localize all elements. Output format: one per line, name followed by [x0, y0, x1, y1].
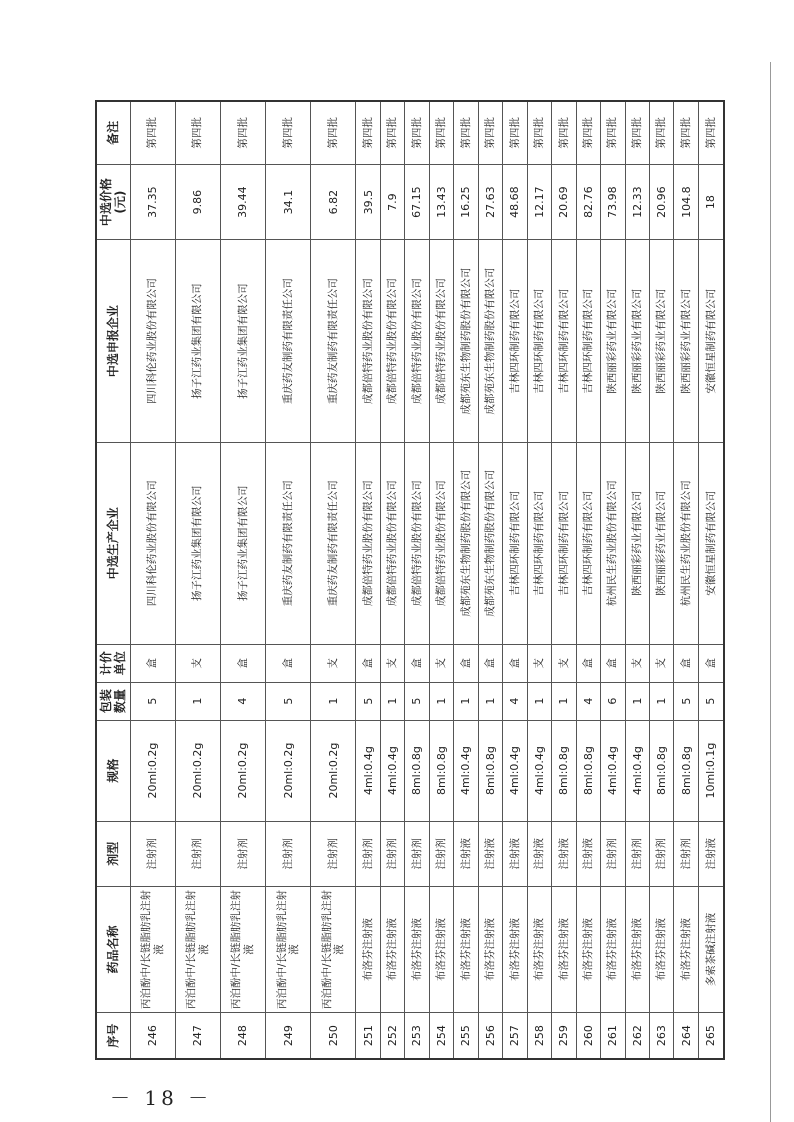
- table-cell: 37.35: [130, 164, 175, 240]
- table-cell: 支: [175, 644, 220, 682]
- table-header-row: [96, 101, 130, 1059]
- table-cell: 陕西丽彩药业有限公司: [601, 240, 625, 442]
- table-cell: 吉林四环制药有限公司: [527, 240, 551, 442]
- table-cell: 12.33: [625, 164, 649, 240]
- table-cell: 1: [311, 682, 356, 720]
- header-cell: 备注: [96, 101, 130, 164]
- table-cell: 第四批: [266, 101, 311, 164]
- table-cell: 6.82: [311, 164, 356, 240]
- table-cell: 20.69: [552, 164, 576, 240]
- table-cell: 盒: [478, 644, 502, 682]
- table-cell: 5: [356, 682, 380, 720]
- header-cell: 中选申报企业: [96, 240, 130, 442]
- table-cell: 8ml:0.8g: [552, 720, 576, 821]
- table-cell: 6: [601, 682, 625, 720]
- table-cell: 扬子江药业集团有限公司: [220, 240, 265, 442]
- table-cell: 第四批: [220, 101, 265, 164]
- table-cell: 支: [380, 644, 404, 682]
- table-cell: 盒: [130, 644, 175, 682]
- table-cell: 39.5: [356, 164, 380, 240]
- table-cell: 注射剂: [625, 821, 649, 886]
- table-cell: 吉林四环制药有限公司: [503, 442, 527, 644]
- table-cell: 吉林四环制药有限公司: [552, 442, 576, 644]
- table-body: [130, 101, 724, 1059]
- table-cell: 251: [356, 1013, 380, 1059]
- table-cell: 盒: [356, 644, 380, 682]
- table-cell: 成都倍特药业股份有限公司: [405, 240, 429, 442]
- table-cell: 第四批: [175, 101, 220, 164]
- table-cell: 5: [266, 682, 311, 720]
- table-cell: 第四批: [429, 101, 453, 164]
- table-cell: 第四批: [130, 101, 175, 164]
- rotated-table-container: [95, 100, 725, 1060]
- table-cell: 4ml:0.4g: [527, 720, 551, 821]
- table-cell: 248: [220, 1013, 265, 1059]
- table-row: [356, 101, 380, 1059]
- table-cell: 第四批: [576, 101, 600, 164]
- table-cell: 20ml:0.2g: [130, 720, 175, 821]
- table-cell: 吉林四环制药有限公司: [527, 442, 551, 644]
- table-cell: 布洛芬注射液: [649, 886, 673, 1012]
- table-cell: 20ml:0.2g: [220, 720, 265, 821]
- drug-price-table: [95, 100, 725, 1060]
- table-cell: 第四批: [698, 101, 724, 164]
- table-cell: 盒: [601, 644, 625, 682]
- table-cell: 8ml:0.8g: [674, 720, 698, 821]
- table-row: [175, 101, 220, 1059]
- table-cell: 安徽恒星制药有限公司: [698, 240, 724, 442]
- table-cell: 丙泊酚中/长链脂肪乳注射液: [220, 886, 265, 1012]
- table-cell: 1: [649, 682, 673, 720]
- table-cell: 注射剂: [380, 821, 404, 886]
- table-cell: 吉林四环制药有限公司: [576, 442, 600, 644]
- table-row: [649, 101, 673, 1059]
- table-cell: 20ml:0.2g: [175, 720, 220, 821]
- table-cell: 注射剂: [405, 821, 429, 886]
- table-cell: 8ml:0.8g: [405, 720, 429, 821]
- table-cell: 布洛芬注射液: [380, 886, 404, 1012]
- table-row: [625, 101, 649, 1059]
- table-row: [380, 101, 404, 1059]
- table-cell: 四川科伦药业股份有限公司: [130, 442, 175, 644]
- header-cell: 规格: [96, 720, 130, 821]
- table-cell: 丙泊酚中/长链脂肪乳注射液: [311, 886, 356, 1012]
- table-cell: 第四批: [478, 101, 502, 164]
- table-cell: 成都苑东生物制药股份有限公司: [454, 442, 478, 644]
- table-cell: 成都苑东生物制药股份有限公司: [478, 442, 502, 644]
- table-row: [454, 101, 478, 1059]
- table-cell: 247: [175, 1013, 220, 1059]
- table-cell: 成都倍特药业股份有限公司: [429, 240, 453, 442]
- table-cell: 支: [625, 644, 649, 682]
- table-row: [698, 101, 724, 1059]
- table-cell: 264: [674, 1013, 698, 1059]
- table-cell: 10ml:0.1g: [698, 720, 724, 821]
- table-cell: 布洛芬注射液: [576, 886, 600, 1012]
- table-cell: 成都倍特药业股份有限公司: [405, 442, 429, 644]
- table-cell: 盒: [698, 644, 724, 682]
- table-cell: 重庆药友制药有限责任公司: [311, 240, 356, 442]
- table-cell: 253: [405, 1013, 429, 1059]
- table-cell: 成都苑东生物制药股份有限公司: [478, 240, 502, 442]
- table-cell: 布洛芬注射液: [429, 886, 453, 1012]
- table-cell: 注射液: [552, 821, 576, 886]
- table-cell: 注射液: [478, 821, 502, 886]
- table-cell: 扬子江药业集团有限公司: [175, 442, 220, 644]
- header-cell: 计价单位: [96, 644, 130, 682]
- table-cell: 第四批: [649, 101, 673, 164]
- table-cell: 布洛芬注射液: [405, 886, 429, 1012]
- table-cell: 杭州民生药业股份有限公司: [674, 442, 698, 644]
- table-cell: 第四批: [674, 101, 698, 164]
- table-cell: 陕西丽彩药业有限公司: [625, 240, 649, 442]
- table-cell: 5: [405, 682, 429, 720]
- table-cell: 256: [478, 1013, 502, 1059]
- table-cell: 盒: [674, 644, 698, 682]
- table-cell: 注射剂: [429, 821, 453, 886]
- table-cell: 4ml:0.4g: [625, 720, 649, 821]
- table-cell: 1: [175, 682, 220, 720]
- table-cell: 262: [625, 1013, 649, 1059]
- table-cell: 48.68: [503, 164, 527, 240]
- table-cell: 扬子江药业集团有限公司: [220, 442, 265, 644]
- table-cell: 4ml:0.4g: [454, 720, 478, 821]
- table-cell: 重庆药友制药有限责任公司: [266, 442, 311, 644]
- table-cell: 第四批: [356, 101, 380, 164]
- table-cell: 注射剂: [674, 821, 698, 886]
- table-cell: 第四批: [503, 101, 527, 164]
- table-cell: 104.8: [674, 164, 698, 240]
- table-cell: 4ml:0.4g: [380, 720, 404, 821]
- table-cell: 陕西丽彩药业有限公司: [625, 442, 649, 644]
- table-cell: 27.63: [478, 164, 502, 240]
- table-cell: 5: [674, 682, 698, 720]
- table-cell: 布洛芬注射液: [478, 886, 502, 1012]
- table-cell: 255: [454, 1013, 478, 1059]
- table-cell: 258: [527, 1013, 551, 1059]
- table-cell: 注射剂: [311, 821, 356, 886]
- table-cell: 支: [552, 644, 576, 682]
- table-cell: 盒: [576, 644, 600, 682]
- table-cell: 注射剂: [130, 821, 175, 886]
- table-cell: 盒: [503, 644, 527, 682]
- table-cell: 1: [380, 682, 404, 720]
- table-cell: 重庆药友制药有限责任公司: [266, 240, 311, 442]
- table-cell: 注射剂: [175, 821, 220, 886]
- table-cell: 261: [601, 1013, 625, 1059]
- table-row: [429, 101, 453, 1059]
- table-cell: 20ml:0.2g: [311, 720, 356, 821]
- table-cell: 支: [429, 644, 453, 682]
- table-cell: 丙泊酚中/长链脂肪乳注射液: [175, 886, 220, 1012]
- table-cell: 成都苑东生物制药股份有限公司: [454, 240, 478, 442]
- table-row: [527, 101, 551, 1059]
- table-cell: 注射剂: [220, 821, 265, 886]
- table-cell: 成都倍特药业股份有限公司: [356, 442, 380, 644]
- table-cell: 5: [698, 682, 724, 720]
- table-row: [674, 101, 698, 1059]
- header-cell: 剂型: [96, 821, 130, 886]
- table-cell: 13.43: [429, 164, 453, 240]
- table-cell: 注射液: [527, 821, 551, 886]
- table-cell: 成都倍特药业股份有限公司: [429, 442, 453, 644]
- table-cell: 第四批: [380, 101, 404, 164]
- table-row: [405, 101, 429, 1059]
- table-cell: 第四批: [625, 101, 649, 164]
- table-cell: 34.1: [266, 164, 311, 240]
- table-cell: 263: [649, 1013, 673, 1059]
- table-cell: 20.96: [649, 164, 673, 240]
- table-cell: 支: [649, 644, 673, 682]
- table-cell: 成都倍特药业股份有限公司: [380, 240, 404, 442]
- table-cell: 18: [698, 164, 724, 240]
- table-cell: 39.44: [220, 164, 265, 240]
- table-cell: 丙泊酚中/长链脂肪乳注射液: [266, 886, 311, 1012]
- header-cell: 药品名称: [96, 886, 130, 1012]
- table-cell: 4: [220, 682, 265, 720]
- header-cell: 包装数量: [96, 682, 130, 720]
- table-cell: 7.9: [380, 164, 404, 240]
- table-cell: 8ml:0.8g: [478, 720, 502, 821]
- table-cell: 布洛芬注射液: [503, 886, 527, 1012]
- table-row: [130, 101, 175, 1059]
- table-cell: 8ml:0.8g: [429, 720, 453, 821]
- table-cell: 8ml:0.8g: [649, 720, 673, 821]
- table-row: [266, 101, 311, 1059]
- table-row: [503, 101, 527, 1059]
- table-cell: 杭州民生药业股份有限公司: [601, 442, 625, 644]
- table-cell: 12.17: [527, 164, 551, 240]
- table-cell: 陕西丽彩药业有限公司: [649, 240, 673, 442]
- table-row: [478, 101, 502, 1059]
- table-cell: 注射剂: [649, 821, 673, 886]
- table-cell: 4ml:0.4g: [503, 720, 527, 821]
- table-cell: 布洛芬注射液: [527, 886, 551, 1012]
- table-cell: 1: [454, 682, 478, 720]
- header-cell: 序号: [96, 1013, 130, 1059]
- table-cell: 252: [380, 1013, 404, 1059]
- table-cell: 第四批: [552, 101, 576, 164]
- table-cell: 20ml:0.2g: [266, 720, 311, 821]
- table-cell: 布洛芬注射液: [356, 886, 380, 1012]
- table-cell: 四川科伦药业股份有限公司: [130, 240, 175, 442]
- table-cell: 第四批: [405, 101, 429, 164]
- table-row: [552, 101, 576, 1059]
- page-edge-line: [770, 62, 771, 1122]
- table-cell: 16.25: [454, 164, 478, 240]
- table-cell: 257: [503, 1013, 527, 1059]
- table-cell: 246: [130, 1013, 175, 1059]
- table-cell: 布洛芬注射液: [625, 886, 649, 1012]
- table-row: [311, 101, 356, 1059]
- table-cell: 陕西丽彩药业有限公司: [649, 442, 673, 644]
- table-cell: 第四批: [601, 101, 625, 164]
- table-cell: 73.98: [601, 164, 625, 240]
- table-cell: 注射液: [576, 821, 600, 886]
- table-cell: 盒: [405, 644, 429, 682]
- table-cell: 陕西丽彩药业有限公司: [674, 240, 698, 442]
- table-row: [576, 101, 600, 1059]
- table-cell: 支: [527, 644, 551, 682]
- table-cell: 注射液: [698, 821, 724, 886]
- table-cell: 4ml:0.4g: [356, 720, 380, 821]
- table-cell: 布洛芬注射液: [454, 886, 478, 1012]
- table-cell: 249: [266, 1013, 311, 1059]
- table-cell: 5: [130, 682, 175, 720]
- table-cell: 8ml:0.8g: [576, 720, 600, 821]
- table-cell: 丙泊酚中/长链脂肪乳注射液: [130, 886, 175, 1012]
- header-cell: 中选生产企业: [96, 442, 130, 644]
- table-cell: 成都倍特药业股份有限公司: [356, 240, 380, 442]
- table-cell: 67.15: [405, 164, 429, 240]
- table-cell: 重庆药友制药有限责任公司: [311, 442, 356, 644]
- table-cell: 吉林四环制药有限公司: [503, 240, 527, 442]
- table-cell: 265: [698, 1013, 724, 1059]
- table-cell: 盒: [266, 644, 311, 682]
- table-cell: 盒: [454, 644, 478, 682]
- table-cell: 259: [552, 1013, 576, 1059]
- table-cell: 注射液: [454, 821, 478, 886]
- table-cell: 安徽恒星制药有限公司: [698, 442, 724, 644]
- table-cell: 扬子江药业集团有限公司: [175, 240, 220, 442]
- table-cell: 注射剂: [356, 821, 380, 886]
- table-cell: 注射剂: [601, 821, 625, 886]
- table-cell: 第四批: [527, 101, 551, 164]
- table-cell: 盒: [220, 644, 265, 682]
- table-cell: 4ml:0.4g: [601, 720, 625, 821]
- table-row: [220, 101, 265, 1059]
- table-cell: 250: [311, 1013, 356, 1059]
- table-cell: 成都倍特药业股份有限公司: [380, 442, 404, 644]
- table-cell: 1: [625, 682, 649, 720]
- table-cell: 布洛芬注射液: [552, 886, 576, 1012]
- table-cell: 4: [576, 682, 600, 720]
- table-cell: 9.86: [175, 164, 220, 240]
- table-cell: 吉林四环制药有限公司: [576, 240, 600, 442]
- page-number: － 18 －: [110, 1086, 213, 1110]
- table-cell: 第四批: [454, 101, 478, 164]
- table-cell: 支: [311, 644, 356, 682]
- table-cell: 布洛芬注射液: [674, 886, 698, 1012]
- table-cell: 1: [552, 682, 576, 720]
- table-cell: 1: [429, 682, 453, 720]
- table-cell: 254: [429, 1013, 453, 1059]
- table-cell: 第四批: [311, 101, 356, 164]
- table-cell: 注射液: [503, 821, 527, 886]
- table-row: [601, 101, 625, 1059]
- table-cell: 1: [478, 682, 502, 720]
- table-cell: 注射剂: [266, 821, 311, 886]
- header-cell: 中选价格(元): [96, 164, 130, 240]
- table-cell: 吉林四环制药有限公司: [552, 240, 576, 442]
- table-cell: 多索茶碱注射液: [698, 886, 724, 1012]
- table-cell: 82.76: [576, 164, 600, 240]
- table-cell: 1: [527, 682, 551, 720]
- table-cell: 260: [576, 1013, 600, 1059]
- table-cell: 4: [503, 682, 527, 720]
- table-cell: 布洛芬注射液: [601, 886, 625, 1012]
